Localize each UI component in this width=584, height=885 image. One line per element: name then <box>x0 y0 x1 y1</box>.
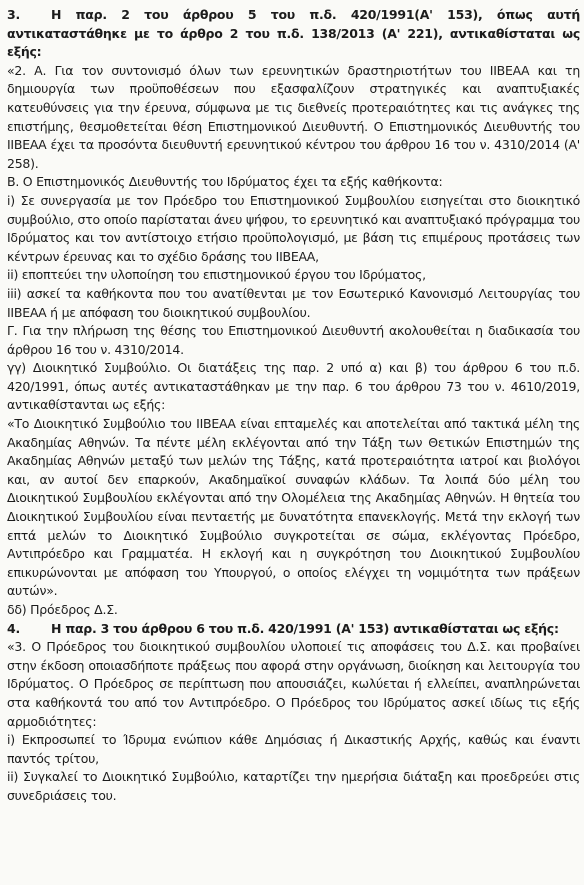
list-item-ii: ii) εποπτεύει την υλοποίηση του επιστημονικού έργου του Ιδρύματος, <box>7 267 426 283</box>
paragraph-gg: γγ) Διοικητικό Συμβούλιο. Οι διατάξεις της παρ. 2 υπό α) και β) του άρθρου 6 του π.δ. 420/1991, όπως αυτές αντικαταστάθηκαν με την παρ. 6 του άρθρου 73 του ν. 4610/2019, αντικαθίστανται ως εξής: <box>7 360 580 413</box>
paragraph-number: 3. <box>7 7 20 22</box>
paragraph-2c: Γ. Για την πλήρωση της θέσης του Επιστημονικού Διευθυντή ακολουθείται η διαδικασία του άρθρου 16 του ν. 4310/2014. <box>7 323 580 357</box>
paragraph-3-heading <box>7 6 580 62</box>
paragraph-2a: «2. Α. Για τον συντονισμό όλων των ερευνητικών δραστηριοτήτων του ΙΙΒΕΑΑ και τη δημιουργία των προϋποθέσεων που εξασφαλίζουν στρατηγικές και αναπτυξιακές κατευθύνσεις για την έρευνα, σύμφωνα με τις διεθνείς προτεραιότητες και τις ανάγκες της επιστήμης, θεσμοθετείται θέση Επιστημονικού Διευθυντή. Ο Επιστημονικός Διευθυντής του ΙΙΒΕΑΑ έχει τα προσόντα διευθυντή ερευνητικού κέντρου του άρθρου 16 του ν. 4310/2014 (Α' 258). <box>7 62 580 171</box>
list-item-i: i) Σε συνεργασία με τον Πρόεδρο του Επιστημονικού Συμβουλίου εισηγείται στο διοικητικό συμβούλιο, στο οποίο παρίσταται άνευ ψήφου, το ερευνητικό και αναπτυξιακό πρόγραμμα του Ιδρύματος και τον αντίστοιχο ετήσιο προϋπολογισμό, με βάση τις επιμέρους προτάσεις των κέντρων έρευνας και το σχέδιο δράσης του ΙΙΒΕΑΑ, <box>7 192 580 264</box>
paragraph-dd: δδ) Πρόεδρος Δ.Σ. <box>7 602 118 617</box>
paragraph-text: Η παρ. 2 του άρθρου 5 του π.δ. 420/1991(Α' 153), όπως αυτή αντικαταστάθηκε με το άρθρο 2 του π.δ. 138/2013 (Α' 221), αντικαθίσταται ως εξής: <box>7 7 580 60</box>
list-item-ii-president: ii) Συγκαλεί το Διοικητικό Συμβούλιο, καταρτίζει την ημερήσια διάταξη και προεδρεύει στις συνεδριάσεις του. <box>7 769 580 803</box>
paragraph-number: 4. <box>7 620 20 636</box>
paragraph-text: Η παρ. 3 του άρθρου 6 του π.δ. 420/1991 (Α' 153) αντικαθίσταται ως εξής: <box>51 620 559 636</box>
paragraph-2b: Β. Ο Επιστημονικός Διευθυντής του Ιδρύματος έχει τα εξής καθήκοντα: <box>7 174 443 190</box>
paragraph-3-quote: «3. Ο Πρόεδρος του διοικητικού συμβουλίου υλοποιεί τις αποφάσεις του Δ.Σ. και προβαίνει στην έκδοση οποιασδήποτε πράξεως που αφορά στην οργάνωση, διοίκηση και λειτουργία του Ιδρύματος. Ο Πρόεδρος σε περίπτωση που απουσιάζει, κωλύεται ή ελλείπει, αναπληρώνεται στα καθήκοντά του από τον Αντιπρόεδρο. Ο Πρόεδρος του Ιδρύματος ασκεί ιδίως τις εξής αρμοδιότητες: <box>7 639 580 729</box>
list-item-iii: iii) ασκεί τα καθήκοντα που του ανατίθενται με τον Εσωτερικό Κανονισμό Λειτουργίας του ΙΙΒΕΑΑ ή με απόφαση του διοικητικού συμβουλίου. <box>7 285 580 320</box>
list-item-i-president: i) Εκπροσωπεί το Ίδρυμα ενώπιον κάθε Δημόσιας ή Δικαστικής Αρχής, καθώς και έναντι παντός τρίτου, <box>7 732 580 766</box>
paragraph-board-quote: «Το Διοικητικό Συμβούλιο του ΙΙΒΕΑΑ είναι επταμελές και αποτελείται από τακτικά μέλη της Ακαδημίας Αθηνών. Τα πέντε μέλη εκλέγονται από την Τάξη των Θετικών Επιστημών της Ακαδημίας Αθηνών μεταξύ των μελών της Τάξης, κατά προτεραιότητα ιατροί και βιολόγοι και, αν αυτοί δεν επαρκούν, Ακαδημαϊκοί συναφών κλάδων. Τα λοιπά δύο μέλη του Διοικητικού Συμβουλίου εκλέγονται από την Ολομέλεια της Ακαδημίας Αθηνών. Η θητεία του Διοικητικού Συμβουλίου είναι πενταετής με δυνατότητα επανεκλογής. Μετά την εκλογή των επτά μελών το Διοικητικό Συμβούλιο συγκροτείται σε σώμα, εκλέγοντας Πρόεδρο, Αντιπρόεδρο και Γραμματέα. Η εκλογή και η συγκρότηση του Διοικητικού Συμβουλίου επικυρώνονται με απόφαση του Υπουργού, ο οποίος ελέγχει τη νομιμότητα των πράξεων αυτών». <box>7 416 580 599</box>
paragraph-4-heading <box>7 620 580 639</box>
